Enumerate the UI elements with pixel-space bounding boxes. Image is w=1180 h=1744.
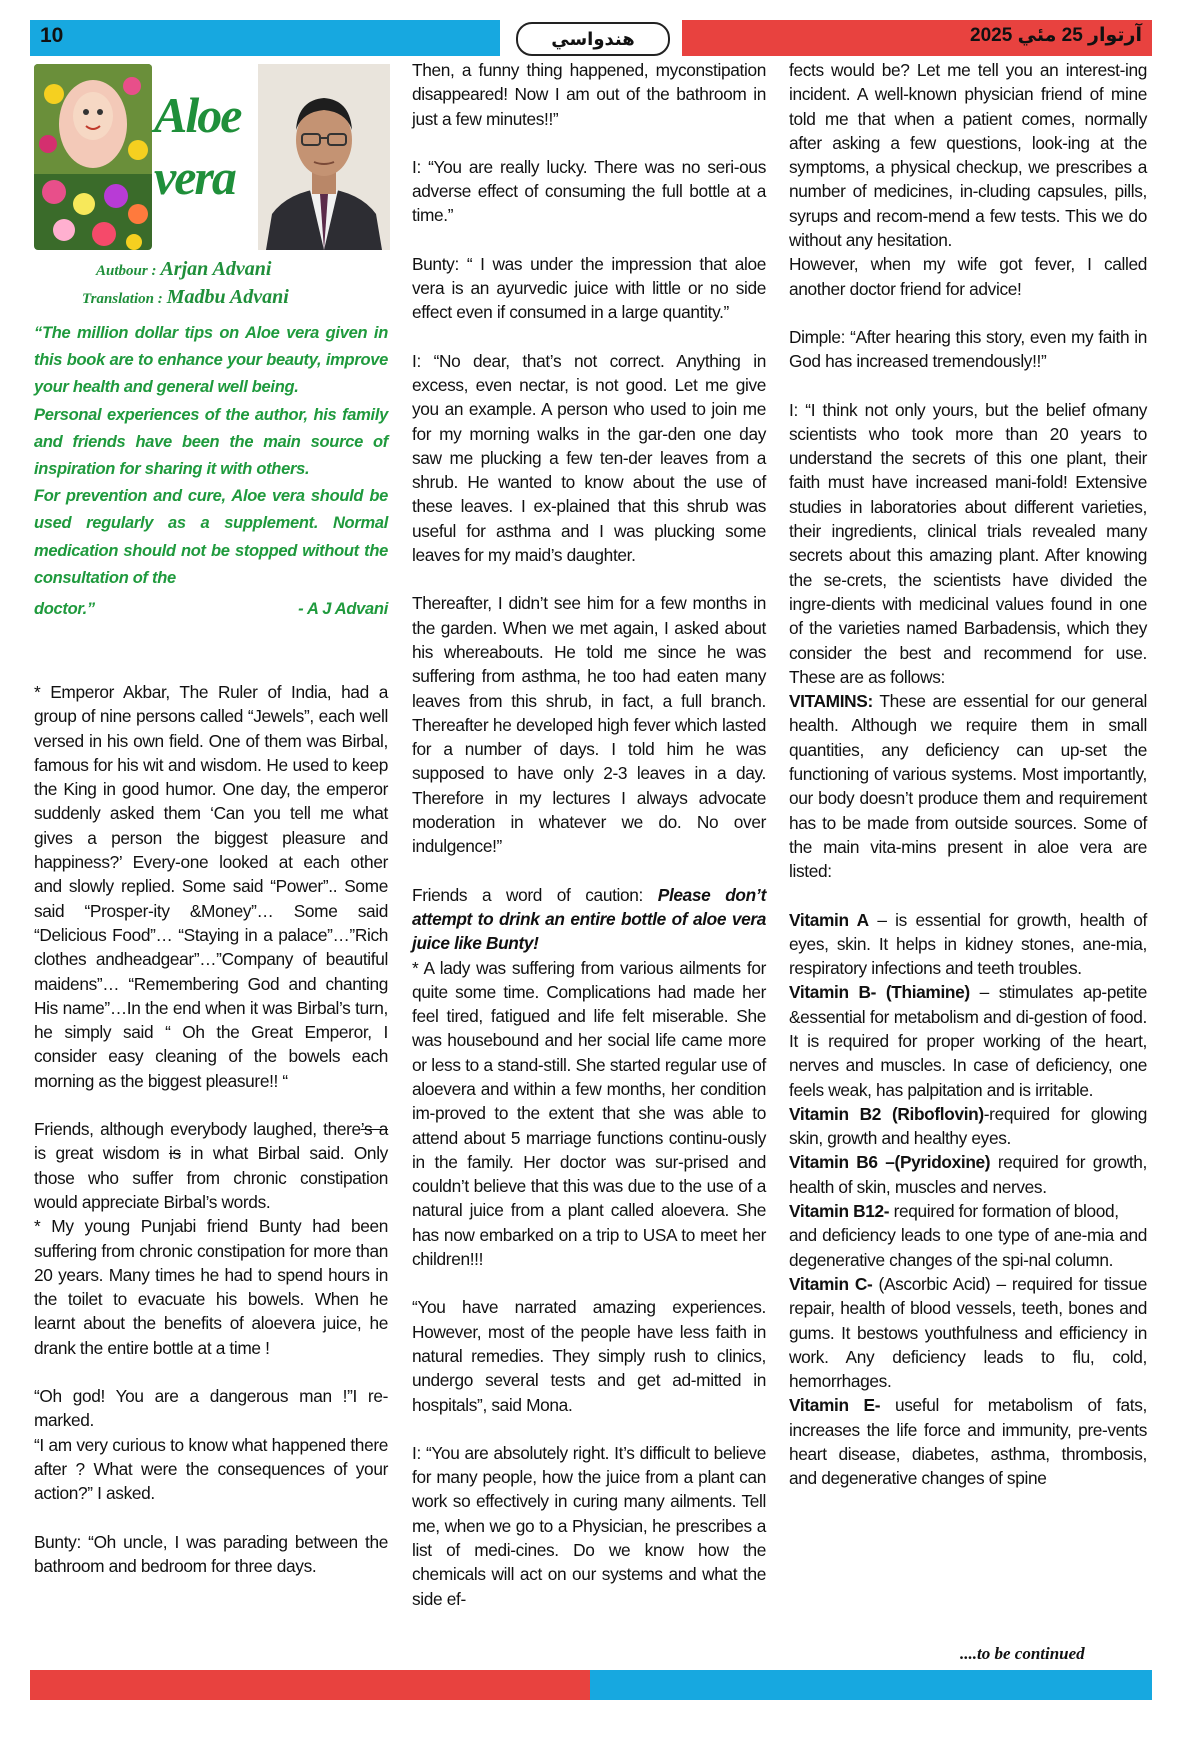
quote-last-word: doctor.” — [34, 600, 95, 619]
paragraph: Bunty: “ I was under the impression that aloe vera is an ayurvedic juice with little or no side effect even if consumed in a large quantity.” — [412, 253, 766, 323]
translation-label: Translation : — [82, 291, 163, 307]
paragraph: I: “You are absolutely right. It’s difficult to believe for many people, how the juice from a plant can work so effectively in curing many ailments. Tell me, when we go to a Physician, he prescribes a list of medi-cines. Do we know how the chemicals will act on our systems and what the side ef- — [412, 1442, 766, 1609]
author-label: Autbour : — [96, 263, 157, 279]
author-credit — [96, 258, 271, 281]
article-masthead — [34, 64, 394, 256]
title-line-1: Aloe — [154, 87, 241, 143]
column-3 — [789, 58, 1147, 1491]
vitamin-b6-item — [789, 1150, 1147, 1199]
vitamin-label: Vitamin E- — [789, 1395, 881, 1416]
quote-paragraph: Personal experiences of the author, his family and friends have been the main source of inspiration for sharing it with others. — [34, 405, 388, 479]
translator-credit — [82, 286, 289, 309]
paragraph: * Emperor Akbar, The Ruler of India, had a group of nine persons called “Jewels”, each well versed in his own field. One of them was Birbal, famous for his wit and wisdom. He used to keep the King in good humor. One day, the emperor suddenly asked them ‘Can you tell me what gives a person the biggest pleasure and happiness?’ Every-one looked at each other and slowly replied. Some said “Power”.. Some said “Prosper-ity &Money”… Some said “Delicious Food”… “Staying in a palace”…”Rich clothes andheadgear”…”Company of beautiful maidens”… “Remembering God and chanting His name”…In the end when it was Birbal’s turn, he simply said “ Oh the Great Emperor, I consider easy cleaning of the bowels each morning as the biggest pleasure!! “ — [34, 682, 388, 1091]
vitamin-label: Vitamin C- — [789, 1273, 873, 1294]
vitamin-c-item — [789, 1272, 1147, 1393]
paragraph: fects would be? Let me tell you an interest-ing incident. A well-known physician friend of mine told me that when a patient comes, normally after asking a few questions, look-ing at the symptoms, a physical checkup, we prescribes a number of medicines, in-cluding capsules, pills, syrups and recom-mend a few tests. This we do without any hesitation. — [789, 60, 1147, 251]
page-number: 10 — [40, 24, 64, 47]
author-name: Arjan Advani — [160, 258, 272, 280]
text-run: Friends, although everybody laughed, there — [34, 1119, 361, 1140]
text-run: These are essential for our general health. Although we require them in small quantities, any deficiency can up-set the functioning of various systems. Most importantly, our body doesn’t produce them and requirement has to be made from outside sources. Some of the main vita-mins present in aloe vera are listed: — [789, 691, 1147, 882]
caution-paragraph — [412, 883, 766, 956]
struck-text: ’s a — [360, 1119, 388, 1140]
header-red-band — [682, 20, 1152, 56]
column-1 — [34, 680, 388, 1578]
caution-emphasis: Please don’t attempt to drink an entire bottle of aloe vera juice like Bunty! — [412, 884, 766, 954]
author-portrait — [258, 64, 390, 250]
quote-signature: - A J Advani — [298, 600, 388, 619]
paragraph: and deficiency leads to one type of ane-mia and degenerative changes of the spi-nal column. — [789, 1225, 1147, 1270]
deity-flower-image — [34, 64, 152, 250]
title-line-2: vera — [154, 149, 235, 205]
vitamin-label: Vitamin B12- — [789, 1201, 890, 1222]
translator-name: Madbu Advani — [166, 286, 289, 308]
pull-quote — [34, 320, 388, 623]
vitamin-b-item — [789, 980, 1147, 1101]
paragraph: I: “You are really lucky. There was no seri-ous adverse effect of consuming the full bottle at a time.” — [412, 156, 766, 226]
paragraph: I: “I think not only yours, but the belief ofmany scientists who took more than 20 years to understand the secrets of this one plant, their faith must have increased mani-fold! Extensive studies in laboratories about different varieties, their ingredients, clinical trials revealed many secrets about this amazing plant. After knowing the se-crets, the scientists have divided the ingre-dients with medicinal values found in one of the varieties named Barbadensis, which they consider the best and recommend for use. These are as follows: — [789, 399, 1147, 687]
quote-signature-line — [34, 596, 388, 623]
text-run: in what Birbal said. Only those who suffer from chronic constipation would appreciate Birbal’s words. — [34, 1143, 388, 1212]
struck-text: is — [168, 1143, 181, 1164]
vitamin-label: Vitamin B2 (Riboflovin) — [789, 1103, 984, 1124]
footer-red-band — [30, 1670, 590, 1700]
newspaper-logo: هندواسي — [516, 22, 670, 56]
vitamin-b12-item — [789, 1199, 1147, 1223]
vitamin-a-item — [789, 908, 1147, 981]
vitamin-label: Vitamin B- (Thiamine) — [789, 982, 970, 1003]
paragraph: Dimple: “After hearing this story, even my faith in God has increased tremendously!!” — [789, 326, 1147, 372]
vitamin-e-item — [789, 1393, 1147, 1490]
paragraph: Bunty: “Oh uncle, I was parading between the bathroom and bedroom for three days. — [34, 1531, 388, 1576]
text-run: required for formation of blood, — [889, 1201, 1119, 1222]
paragraph: * A lady was suffering from various ailments for quite some time. Complications had made her feel tired, fatigued and life felt miserable. She was housebound and her social life came more or less to a stand-still. She started regular use of aloevera and within a few months, her condition im-proved to the extent that she was able to attend about 5 marriage functions continu-ously in the family. Her doctor was sur-prised and couldn’t believe that this was due to the use of a natural juice from a plant called aloevera. She has now embarked on a trip to USA to meet her children!!! — [412, 957, 766, 1270]
vitamins-heading: VITAMINS: — [789, 691, 873, 712]
paragraph: “You have narrated amazing experiences. However, most of the people have less faith in natural remedies. They simply rush to clinics, undergo several tests and get ad-mitted in hospitals”, said Mona. — [412, 1297, 766, 1415]
footer-blue-band — [590, 1670, 1152, 1700]
paragraph: Then, a funny thing happened, myconstipation disappeared! Now I am out of the bathroom in just a few minutes!!” — [412, 60, 766, 129]
text-run: useful for metabolism of fats, increases the life force and immunity, pre-vents heart disease, diabetes, asthma, thrombosis, and degenerative changes of spine — [789, 1395, 1147, 1489]
paragraph: “I am very curious to know what happened there after ? What were the consequences of your action?” I asked. — [34, 1434, 388, 1504]
paragraph: I: “No dear, that’s not correct. Anything in excess, even nectar, is not good. Let me give you an example. A person who used to join me for my morning walks in the gar-den one day saw me plucking a few ten-der leaves from a shrub. He wanted to know about the use of these leaves. I ex-plained that this shrub was useful for asthma and I was plucking some leaves for my maid’s daughter. — [412, 350, 766, 566]
text-run: required for growth, health of skin, muscles and nerves. — [789, 1152, 1148, 1197]
text-run: (Ascorbic Acid) – required for tissue repair, health of blood vessels, teeth, bones and gums. It bestows youthfulness and efficiency in work. Any deficiency leads to flu, cold, hemorrhages. — [789, 1273, 1147, 1392]
text-run: -required for glowing skin, growth and healthy eyes. — [789, 1103, 1148, 1149]
paragraph: However, when my wife got fever, I called another doctor friend for advice! — [789, 254, 1147, 299]
vitamin-b2-item — [789, 1102, 1147, 1151]
quote-paragraph: “The million dollar tips on Aloe vera given in this book are to enhance your beauty, improve your health and general well being. — [34, 324, 388, 397]
paragraph: Thereafter, I didn’t see him for a few months in the garden. When we met again, I asked about his whereabouts. He told me since he was suffering from asthma, he too had eaten many leaves from this shrub, in fact, a full branch. Thereafter he developed high fever which lasted for a number of days. I told him he was supposed to have only 2-3 leaves in a day. Therefore in my lectures I always advocate moderation in whatever we do. No over indulgence!” — [412, 593, 766, 857]
article-title — [154, 84, 240, 208]
to-be-continued: ....to be continued — [960, 1644, 1085, 1663]
quote-paragraph: For prevention and cure, Aloe vera should be used regularly as a supplement. Normal medication should not be stopped without the consultation of the — [34, 487, 388, 587]
column-2 — [412, 58, 766, 1611]
issue-date: آرتوار 25 مئي 2025 — [970, 25, 1142, 46]
page-header — [30, 20, 1152, 56]
text-run: – stimulates ap-petite &essential for metabolism and di-gestion of food. It is required for proper working of the heart, nerves and muscles. In case of deficiency, one feels weak, has palpitation and is irritable. — [789, 982, 1147, 1100]
text-run: Friends a word of caution: — [412, 884, 658, 905]
vitamin-label: Vitamin B6 –(Pyridoxine) — [789, 1152, 991, 1173]
text-run: – is essential for growth, health of eyes, skin. It helps in kidney stones, ane-mia, respiratory infections and teeth troubles. — [789, 909, 1147, 979]
text-run: is great wisdom — [34, 1143, 169, 1164]
vitamin-label: Vitamin A — [789, 909, 869, 930]
header-blue-band — [30, 20, 500, 56]
paragraph: “Oh god! You are a dangerous man !”I re-marked. — [34, 1386, 388, 1431]
paragraph — [34, 1117, 388, 1214]
vitamins-paragraph — [789, 689, 1147, 883]
paragraph: * My young Punjabi friend Bunty had been suffering from chronic constipation for more than 20 years. Many times he had to spend hours in the toilet to evacuate his bowels. When he learnt about the benefits of aloevera juice, he drank the entire bottle at a time ! — [34, 1216, 388, 1358]
